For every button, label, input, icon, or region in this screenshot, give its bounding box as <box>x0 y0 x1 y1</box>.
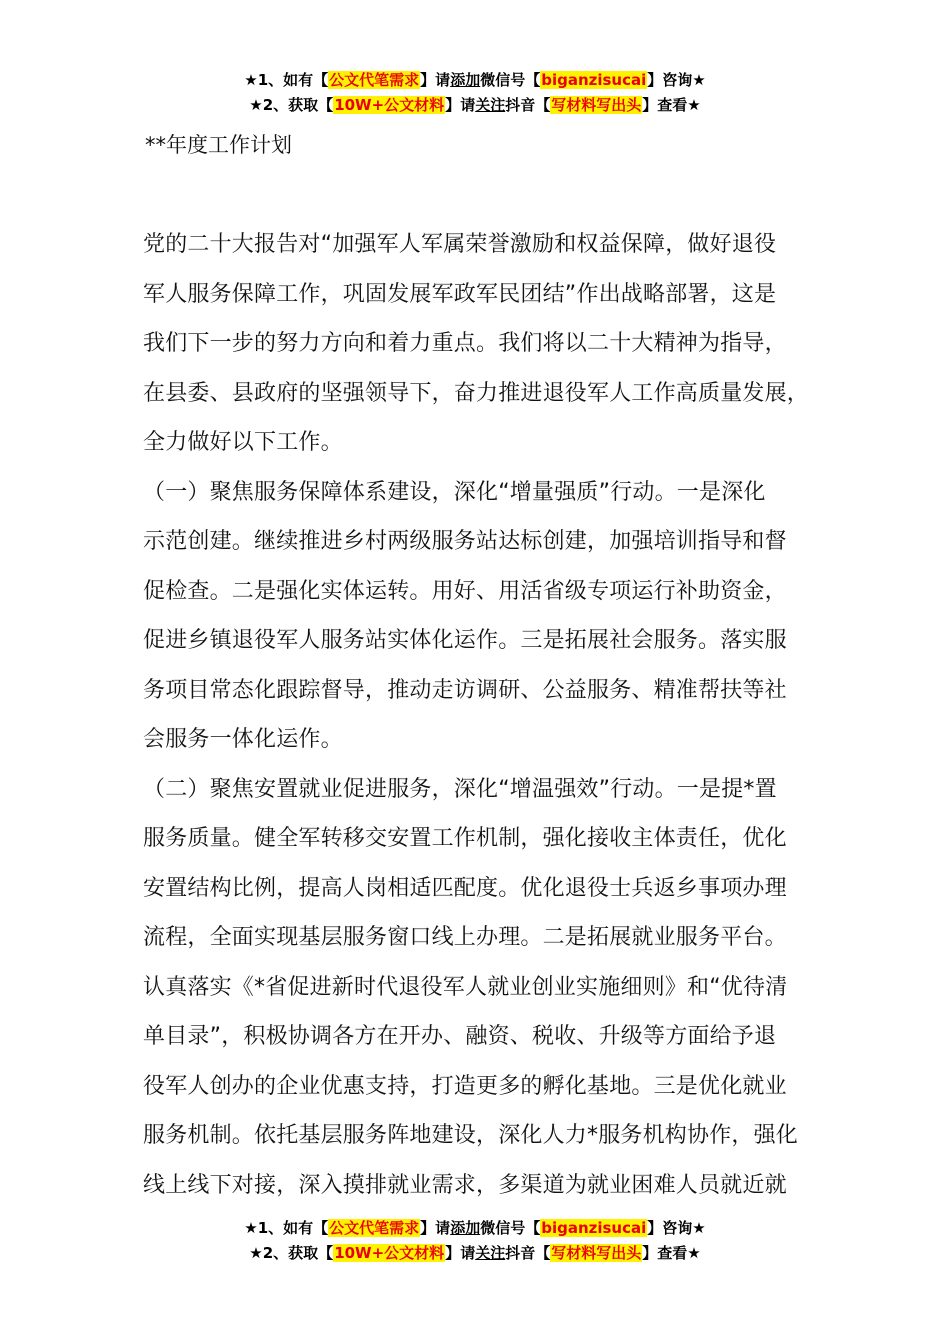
promo-underline: 关注 <box>475 1244 506 1262</box>
body-text-line: 服务机制。依托基层服务阵地建设，深化人力*服务机构协作，强化 <box>143 1123 799 1148</box>
body-text-line: 会服务一体化运作。 <box>143 727 343 752</box>
body-text-line: 服务质量。健全军转移交安置工作机制，强化接收主体责任，优化 <box>143 826 787 851</box>
promo-line-1 <box>0 68 950 93</box>
body-text-line: （二）聚焦安置就业促进服务，深化“增温强效”行动。一是提*置 <box>143 776 777 802</box>
promo-line-1 <box>0 1216 950 1241</box>
body-text-line: 在县委、县政府的坚强领导下，奋力推进退役军人工作高质量发展， <box>143 380 810 406</box>
promo-text: 】请 <box>445 1244 476 1262</box>
promo-text: 抖音【 <box>505 1244 551 1262</box>
promo-underline: 添加 <box>450 71 481 89</box>
body-text-line: 促进乡镇退役军人服务站实体化运作。三是拓展社会服务。落实服 <box>143 628 787 653</box>
body-text-line: 认真落实《*省促进新时代退役军人就业创业实施细则》和“优待清 <box>143 974 788 1000</box>
body-text-line: 线上线下对接，深入摸排就业需求，多渠道为就业困难人员就近就 <box>143 1172 787 1198</box>
promo-text: 】咨询★ <box>647 71 706 89</box>
promo-text: 】请 <box>420 71 451 89</box>
body-text-line: 示范创建。继续推进乡村两级服务站达标创建，加强培训指导和督 <box>143 529 787 554</box>
promo-highlight: biganzisucai <box>541 71 647 89</box>
promo-line-2 <box>0 93 950 118</box>
promo-highlight: biganzisucai <box>541 1219 647 1237</box>
promo-highlight: 写材料写出头 <box>551 96 642 114</box>
promo-text: 】请 <box>445 96 476 114</box>
promo-highlight: 10W+公文材料 <box>334 96 445 114</box>
body-text-line: 促检查。二是强化实体运转。用好、用活省级专项运行补助资金， <box>143 578 787 604</box>
document-title: **年度工作计划 <box>145 133 292 157</box>
promo-text: 】咨询★ <box>647 1219 706 1237</box>
footer-promo-banner <box>0 1216 950 1266</box>
promo-text: 】请 <box>420 1219 451 1237</box>
document-body <box>143 220 833 1210</box>
promo-underline: 添加 <box>450 1219 481 1237</box>
promo-text: 微信号【 <box>480 1219 541 1237</box>
promo-underline: 关注 <box>475 96 506 114</box>
promo-line-2 <box>0 1241 950 1266</box>
promo-text: ★1、如有【 <box>244 71 329 89</box>
body-text-line: 流程，全面实现基层服务窗口线上办理。二是拓展就业服务平台。 <box>143 925 787 950</box>
body-text-line: 军人服务保障工作，巩固发展军政军民团结”作出战略部署，这是 <box>143 281 777 307</box>
body-text-line: 单目录”，积极协调各方在开办、融资、税收、升级等方面给予退 <box>143 1024 777 1049</box>
promo-highlight: 公文代笔需求 <box>329 71 420 89</box>
body-text-line: 安置结构比例，提高人岗相适匹配度。优化退役士兵返乡事项办理 <box>143 875 787 901</box>
promo-text: ★1、如有【 <box>244 1219 329 1237</box>
body-text-line: 役军人创办的企业优惠支持，打造更多的孵化基地。三是优化就业 <box>143 1073 787 1099</box>
body-text-line: 全力做好以下工作。 <box>143 430 343 455</box>
promo-highlight: 写材料写出头 <box>551 1244 642 1262</box>
promo-text: ★2、获取【 <box>249 96 334 114</box>
promo-text: 微信号【 <box>480 71 541 89</box>
body-text-line: （一）聚焦服务保障体系建设，深化“增量强质”行动。一是深化 <box>143 479 766 505</box>
body-text-line: 务项目常态化跟踪督导，推动走访调研、公益服务、精准帮扶等社 <box>143 677 787 703</box>
body-text-line: 党的二十大报告对“加强军人军属荣誉激励和权益保障，做好退役 <box>143 232 777 257</box>
header-promo-banner <box>0 68 950 118</box>
body-text-line: 我们下一步的努力方向和着力重点。我们将以二十大精神为指导， <box>143 331 787 356</box>
promo-text: ★2、获取【 <box>249 1244 334 1262</box>
promo-text: 】查看★ <box>642 96 701 114</box>
promo-highlight: 公文代笔需求 <box>329 1219 420 1237</box>
promo-text: 抖音【 <box>505 96 551 114</box>
promo-text: 】查看★ <box>642 1244 701 1262</box>
promo-highlight: 10W+公文材料 <box>334 1244 445 1262</box>
